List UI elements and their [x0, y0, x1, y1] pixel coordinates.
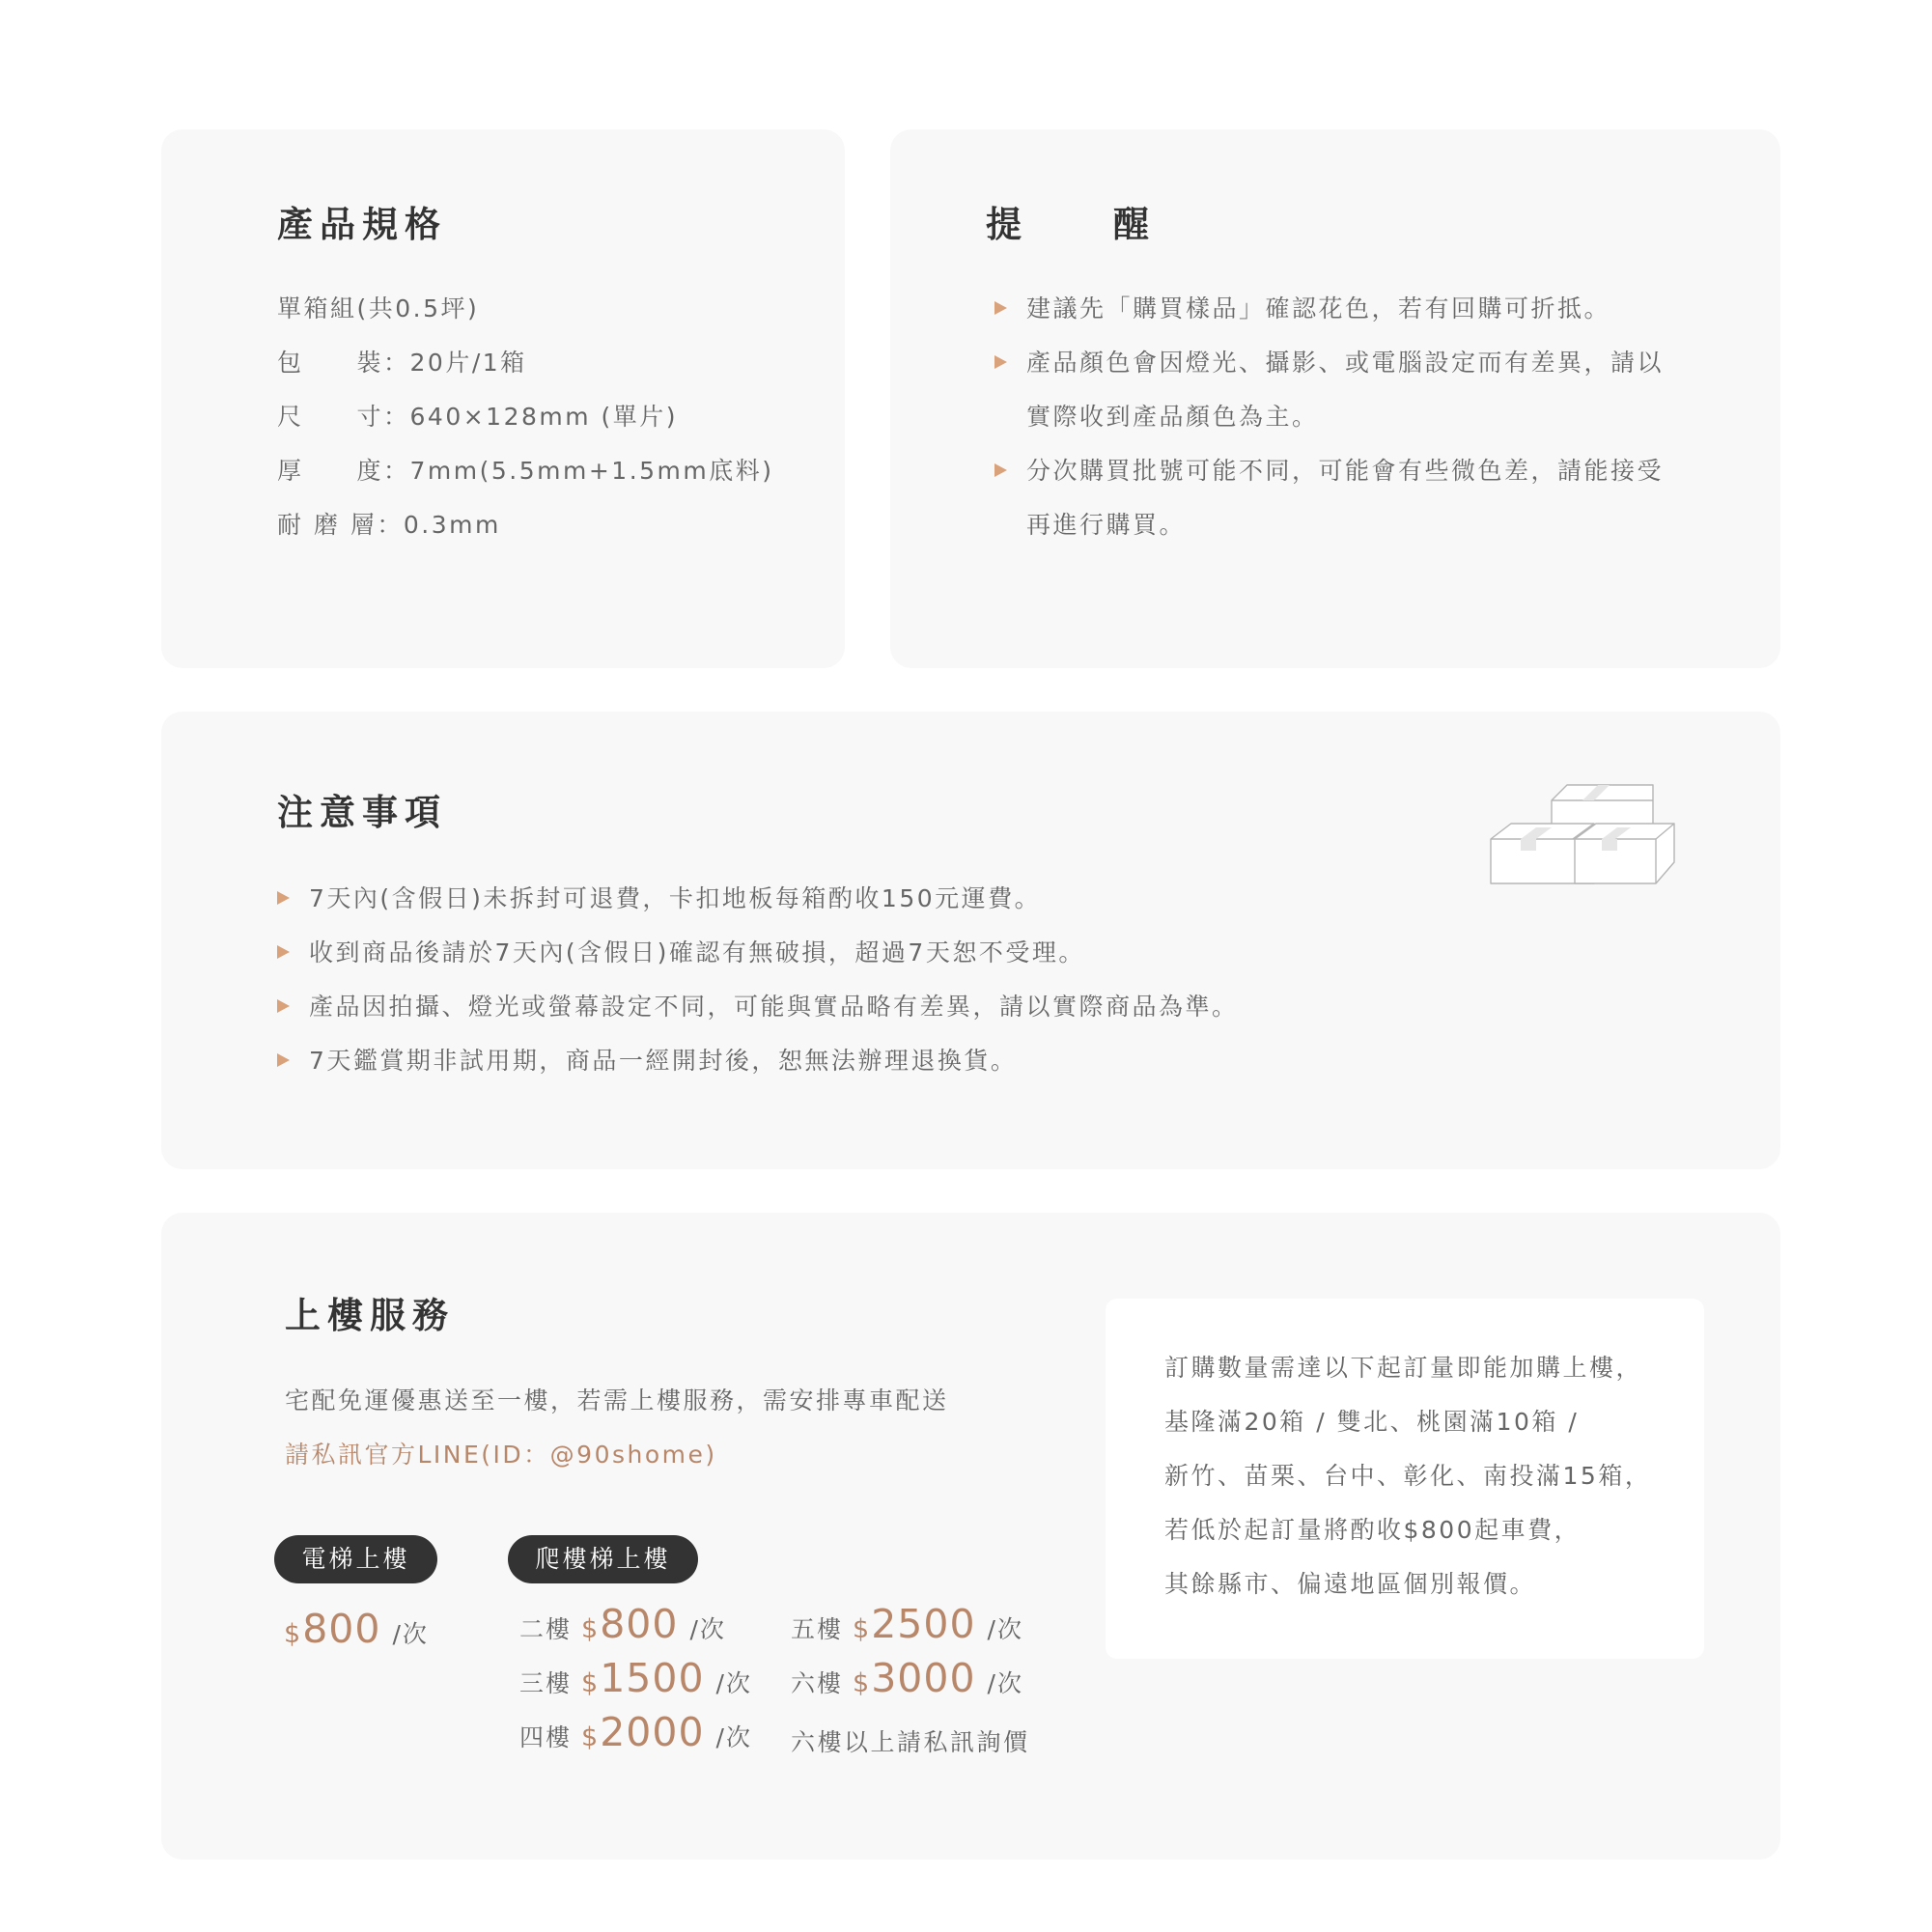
- bullet-icon: [994, 355, 1007, 369]
- floor-label: 三樓: [519, 1669, 573, 1697]
- spec-row-size: [277, 405, 678, 429]
- price-currency: $: [581, 1668, 601, 1698]
- notice-item-4: 7天鑑賞期非試用期，商品一經開封後，恕無法辦理退換貨。: [309, 1047, 1018, 1075]
- service-desc: 宅配免運優惠送至一樓，若需上樓服務，需安排專車配送: [285, 1386, 949, 1414]
- spec-label: 厚 度：: [277, 457, 410, 485]
- bullet-icon: [994, 463, 1007, 477]
- service-info-box: [1106, 1299, 1704, 1659]
- price-amount: 800: [302, 1606, 381, 1652]
- specs-card: [161, 129, 845, 668]
- spec-value: 7mm(5.5mm+1.5mm底料): [409, 457, 774, 485]
- reminder-item-3-line-2: 再進行購買。: [1026, 511, 1187, 539]
- spec-value: 20片/1箱: [409, 349, 527, 377]
- price-unit: /次: [689, 1615, 726, 1643]
- notice-title: 注意事項: [277, 792, 447, 833]
- price-currency: $: [853, 1614, 872, 1644]
- price-amount: 1500: [600, 1655, 705, 1701]
- stairs-above-note: 六樓以上請私訊詢價: [791, 1728, 1030, 1756]
- spec-row-wear-layer: [277, 513, 501, 537]
- stairs-price-row: [519, 1601, 726, 1647]
- spec-value: 640×128mm (單片): [409, 403, 679, 431]
- elevator-price: [274, 1606, 429, 1652]
- notice-item-3: 產品因拍攝、燈光或螢幕設定不同，可能與實品略有差異，請以實際商品為準。: [309, 993, 1239, 1021]
- reminder-title: 提 醒: [986, 204, 1156, 245]
- floor-label: 六樓: [791, 1669, 844, 1697]
- spec-label: 耐 磨 層：: [277, 511, 404, 539]
- price-currency: $: [581, 1722, 601, 1752]
- price-amount: 2500: [871, 1601, 976, 1647]
- bullet-icon: [277, 891, 290, 905]
- floor-label: 二樓: [519, 1615, 573, 1643]
- bullet-icon: [277, 999, 290, 1013]
- bullet-icon: [277, 1053, 290, 1067]
- spec-label: 尺 寸：: [277, 403, 410, 431]
- price-amount: 3000: [871, 1655, 976, 1701]
- stairs-pill: 爬樓梯上樓: [508, 1535, 698, 1583]
- price-unit: /次: [715, 1669, 752, 1697]
- price-amount: 800: [600, 1601, 679, 1647]
- specs-set: 單箱組(共0.5坪): [277, 294, 480, 322]
- bullet-icon: [994, 301, 1007, 315]
- price-unit: /次: [715, 1723, 752, 1751]
- spec-value: 0.3mm: [403, 511, 501, 539]
- price-unit: /次: [392, 1620, 429, 1648]
- reminder-item-3-line-1: 分次購買批號可能不同，可能會有些微色差，請能接受: [1026, 457, 1665, 485]
- service-line-contact: 請私訊官方LINE(ID：@90shome): [285, 1441, 717, 1469]
- price-currency: $: [581, 1614, 601, 1644]
- spec-label: 包 裝：: [277, 349, 410, 377]
- reminder-card: [890, 129, 1780, 668]
- stairs-price-row: [519, 1709, 752, 1755]
- service-card: [161, 1213, 1780, 1860]
- bullet-icon: [277, 945, 290, 959]
- spec-row-packaging: [277, 350, 527, 375]
- info-line-3: 新竹、苗栗、台中、彰化、南投滿15箱，: [1164, 1462, 1652, 1490]
- info-line-1: 訂購數量需達以下起訂量即能加購上樓，: [1164, 1354, 1643, 1382]
- service-title: 上樓服務: [285, 1295, 455, 1336]
- reminder-item-2-line-1: 產品顏色會因燈光、攝影、或電腦設定而有差異，請以: [1026, 349, 1665, 377]
- elevator-pill: 電梯上樓: [274, 1535, 437, 1583]
- stairs-price-row: [791, 1601, 1023, 1647]
- info-line-2: 基隆滿20箱 / 雙北、桃園滿10箱 /: [1164, 1408, 1580, 1436]
- reminder-item-1-line-1: 建議先「購買樣品」確認花色，若有回購可折抵。: [1026, 294, 1611, 322]
- price-unit: /次: [987, 1669, 1023, 1697]
- price-currency: $: [853, 1668, 872, 1698]
- info-line-4: 若低於起訂量將酌收$800起車費，: [1164, 1516, 1582, 1544]
- price-amount: 2000: [600, 1709, 705, 1755]
- reminder-item-2-line-2: 實際收到產品顏色為主。: [1026, 403, 1319, 431]
- floor-label: 四樓: [519, 1723, 573, 1751]
- price-currency: $: [284, 1619, 303, 1649]
- specs-title: 產品規格: [277, 204, 447, 245]
- notice-item-1: 7天內(含假日)未拆封可退費，卡扣地板每箱酌收150元運費。: [309, 884, 1042, 912]
- notice-card: [161, 712, 1780, 1169]
- info-line-5: 其餘縣市、偏遠地區個別報價。: [1164, 1570, 1537, 1598]
- boxes-icon: [1486, 781, 1679, 887]
- stairs-price-row: [519, 1655, 752, 1701]
- stairs-price-row: [791, 1655, 1023, 1701]
- price-unit: /次: [987, 1615, 1023, 1643]
- floor-label: 五樓: [791, 1615, 844, 1643]
- notice-item-2: 收到商品後請於7天內(含假日)確認有無破損，超過7天恕不受理。: [309, 938, 1085, 966]
- spec-row-thickness: [277, 459, 774, 483]
